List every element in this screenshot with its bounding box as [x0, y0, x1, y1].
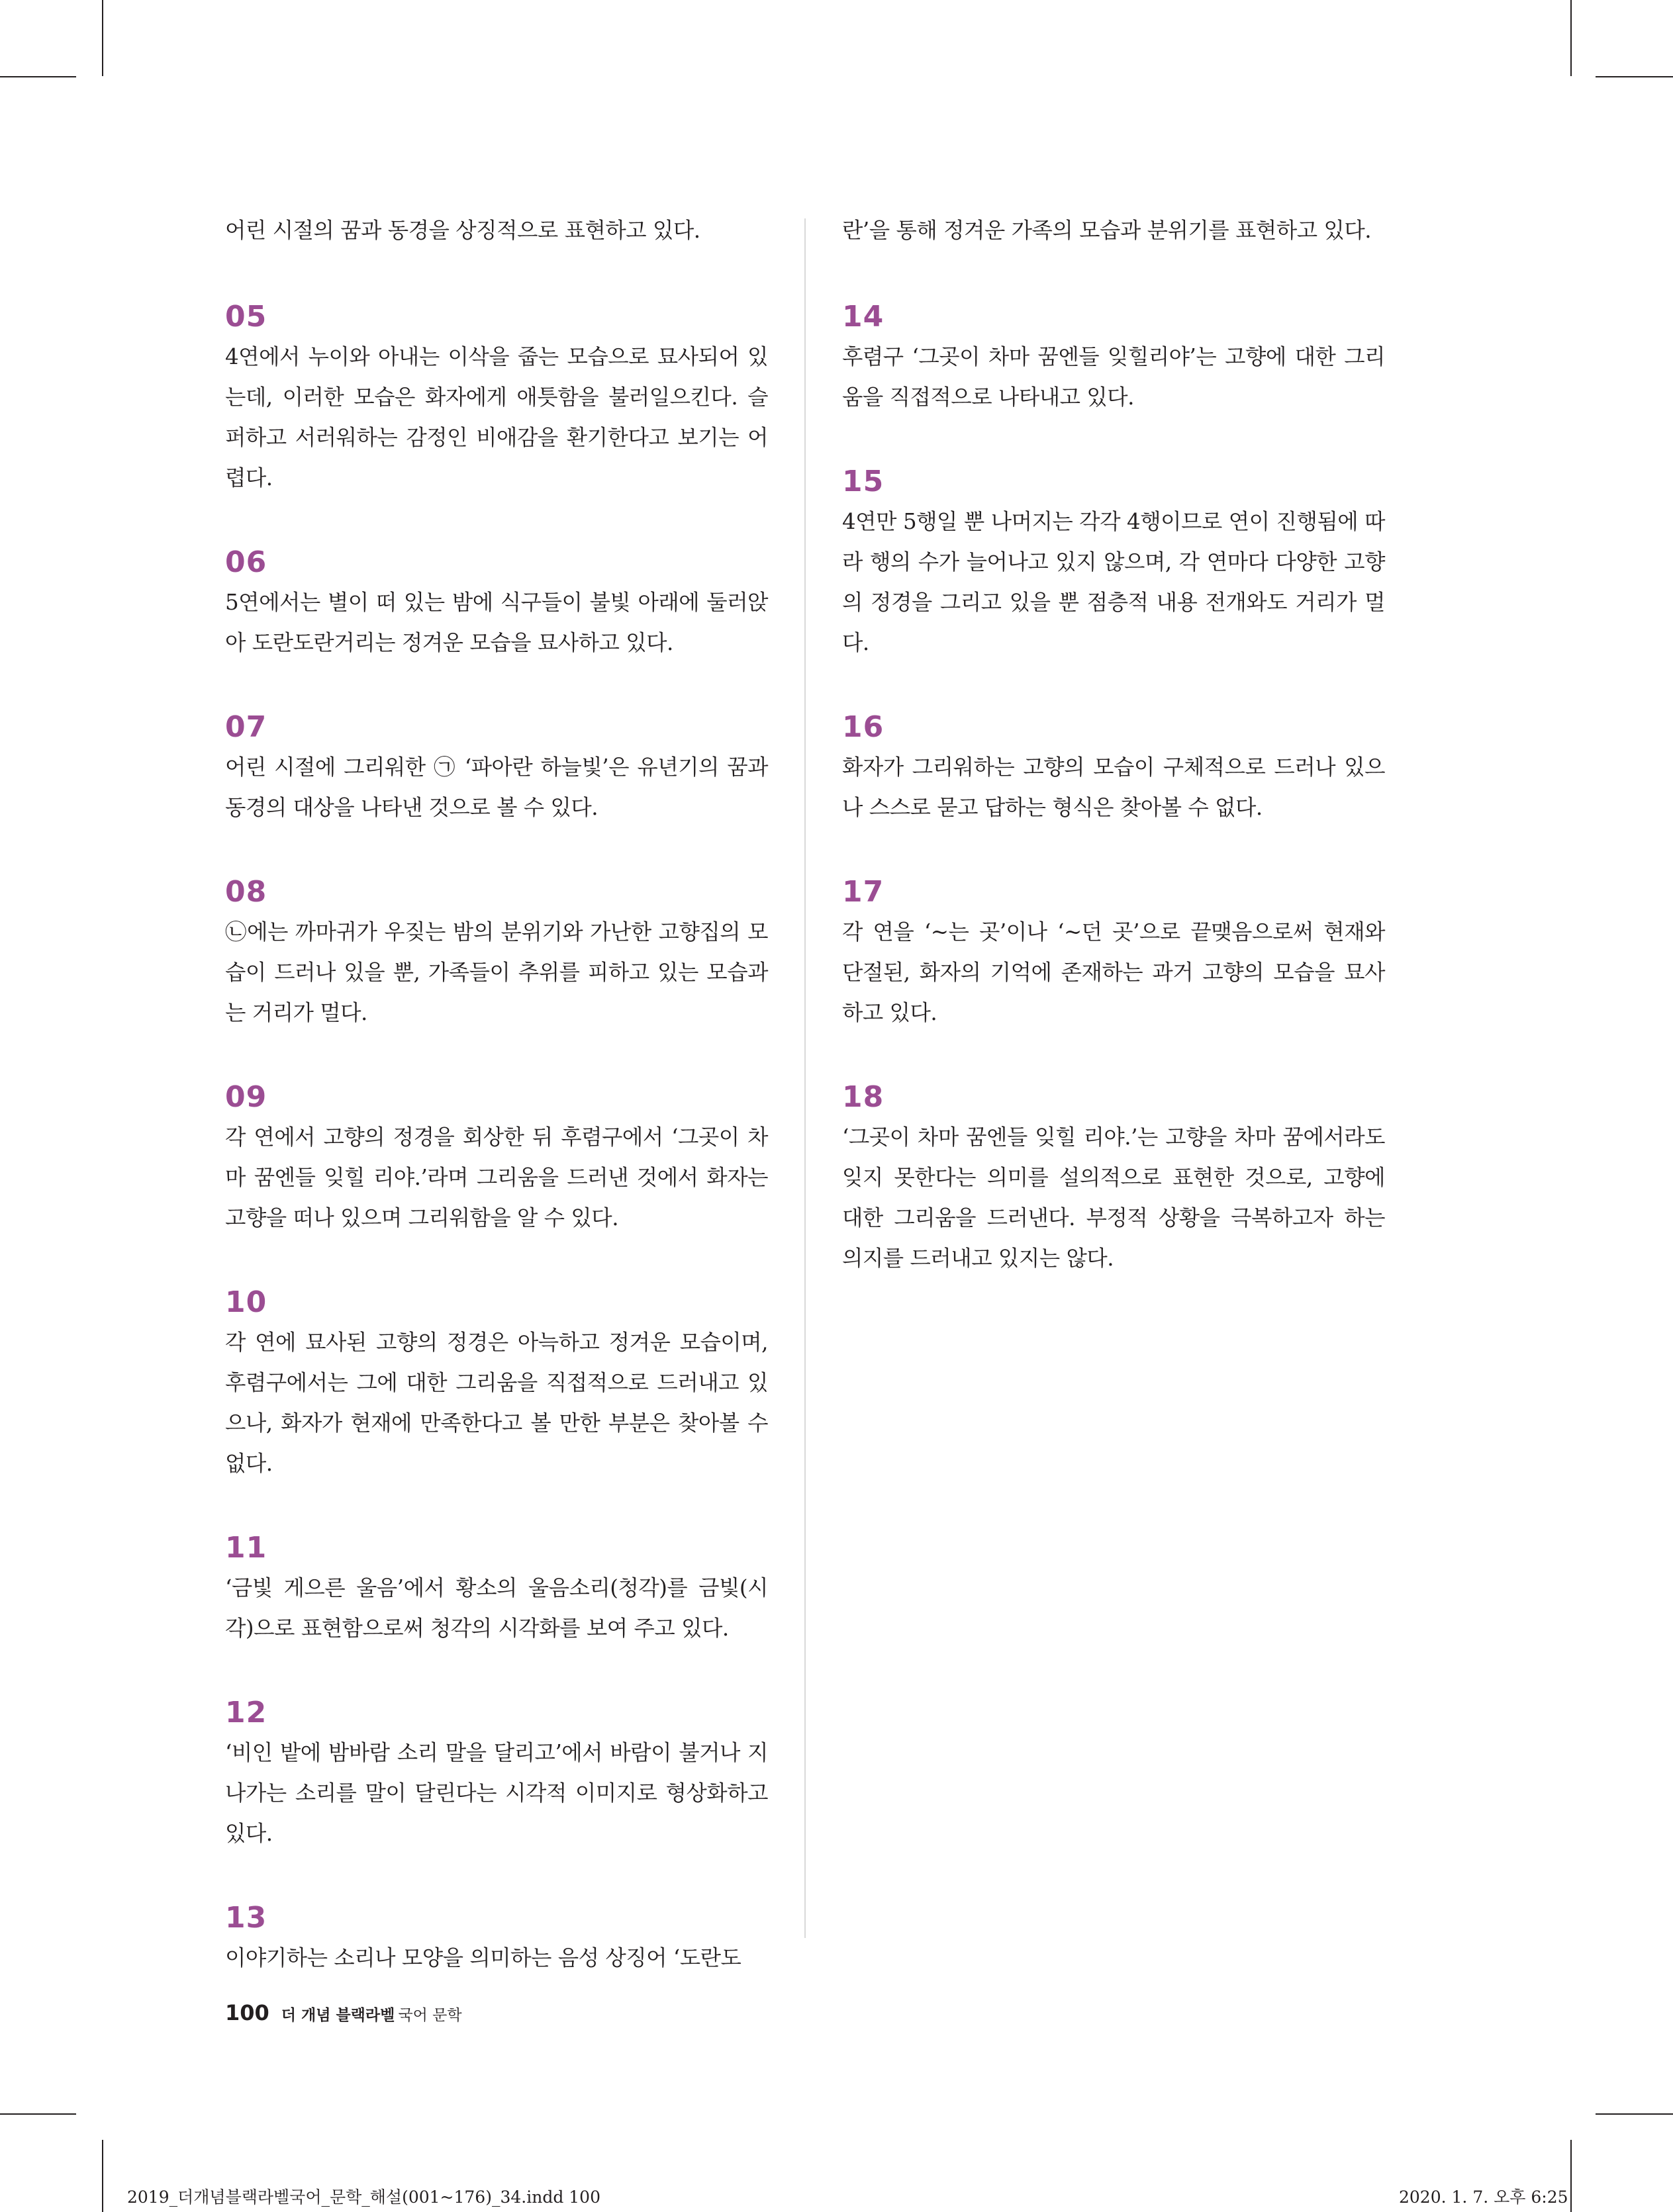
slug-date: 2020. 1. 7. 오후 6:25: [1399, 2188, 1568, 2207]
continuation-text: 어린 시절의 꿈과 동경을 상징적으로 표현하고 있다.: [225, 218, 700, 243]
answer-text: 어린 시절에 그리워한 ㉠ ‘파아란 하늘빛’은 유년기의 꿈과 동경의 대상을 나타낸 것으로 볼 수 있다.: [225, 755, 768, 820]
page-footer: [225, 2000, 462, 2025]
crop-mark: [102, 0, 103, 76]
answer-list: [842, 299, 1385, 1279]
page-number: 100: [225, 2000, 269, 2025]
left-column: [225, 210, 768, 1978]
answer-item: [225, 1284, 768, 1484]
answer-text: ‘그곳이 차마 꿈엔들 잊힐 리야.’는 고향을 차마 꿈에서라도 잊지 못한다는 의미를 설의적으로 표현한 것으로, 고향에 대한 그리움을 드러낸다. 부정적 상황을 극복하고자 하는 의지를 드러내고 있지는 않다.: [842, 1125, 1385, 1271]
answer-text: 후렴구 ‘그곳이 차마 꿈엔들 잊힐리야’는 고향에 대한 그리움을 직접적으로 나타내고 있다.: [842, 344, 1385, 410]
answer-text: ‘비인 밭에 밤바람 소리 말을 달리고’에서 바람이 불거나 지나가는 소리를 말이 달린다는 시각적 이미지로 형상화하고 있다.: [225, 1740, 768, 1846]
answer-text: 4연만 5행일 뿐 나머지는 각각 4행이므로 연이 진행됨에 따라 행의 수가 늘어나고 있지 않으며, 각 연마다 다양한 고향의 정경을 그리고 있을 뿐 점층적 내용 전개와도 거리가 멀다.: [842, 509, 1385, 655]
answer-item: [225, 1900, 768, 1978]
answer-list: [225, 299, 768, 1978]
answer-item: [225, 1530, 768, 1649]
answer-item: [842, 463, 1385, 663]
answer-number: 05: [225, 300, 267, 334]
answer-number: 10: [225, 1285, 267, 1319]
slug-file: 2019_더개념블랙라벨국어_문학_해설(001~176)_34.indd 100: [127, 2188, 600, 2207]
crop-mark: [1570, 0, 1572, 76]
answer-text: 5연에서는 별이 떠 있는 밤에 식구들이 불빛 아래에 둘러앉아 도란도란거리는 정겨운 모습을 묘사하고 있다.: [225, 590, 768, 655]
answer-number: 13: [225, 1901, 267, 1935]
answer-number: 11: [225, 1531, 267, 1565]
answer-number: 07: [225, 710, 267, 744]
answer-number: 15: [842, 465, 884, 498]
answer-item: [225, 1694, 768, 1854]
answer-item: [842, 874, 1385, 1033]
answer-item: [842, 1079, 1385, 1279]
answer-item: [225, 709, 768, 828]
crop-mark: [0, 2113, 76, 2115]
continuation-text: 란’을 통해 정겨운 가족의 모습과 분위기를 표현하고 있다.: [842, 218, 1372, 243]
book-title: 더 개념 블랙라벨: [281, 2007, 395, 2024]
answer-number: 17: [842, 875, 884, 909]
crop-mark: [102, 2140, 103, 2212]
answer-text: ㉡에는 까마귀가 우짖는 밤의 분위기와 가난한 고향집의 모습이 드러나 있을 뿐, 가족들이 추위를 피하고 있는 모습과는 거리가 멀다.: [225, 919, 768, 1025]
answer-text: ‘금빛 게으른 울음’에서 황소의 울음소리(청각)를 금빛(시각)으로 표현함으로써 청각의 시각화를 보여 주고 있다.: [225, 1575, 768, 1641]
answer-text: 각 연에서 고향의 정경을 회상한 뒤 후렴구에서 ‘그곳이 차마 꿈엔들 잊힐 리야.’라며 그리움을 드러낸 것에서 화자는 고향을 떠나 있으며 그리워함을 알 수 있다.: [225, 1125, 768, 1230]
crop-mark: [1596, 2113, 1673, 2115]
answer-text: 이야기하는 소리나 모양을 의미하는 음성 상징어 ‘도란도: [225, 1945, 741, 1970]
answer-item: [225, 874, 768, 1033]
crop-mark: [0, 76, 76, 77]
right-column: [842, 210, 1385, 1279]
answer-text: 4연에서 누이와 아내는 이삭을 줍는 모습으로 묘사되어 있는데, 이러한 모습은 화자에게 애틋함을 불러일으킨다. 슬퍼하고 서러워하는 감정인 비애감을 환기한다고 보기는 어렵다.: [225, 344, 768, 490]
answer-item: [225, 1079, 768, 1238]
answer-item: [225, 299, 768, 498]
answer-item: [225, 544, 768, 663]
answer-number: 08: [225, 875, 267, 909]
answer-number: 12: [225, 1696, 267, 1729]
answer-number: 09: [225, 1080, 267, 1114]
subject-label: 국어 문학: [398, 2007, 462, 2024]
column-divider: [804, 218, 806, 1938]
answer-text: 화자가 그리워하는 고향의 모습이 구체적으로 드러나 있으나 스스로 묻고 답하는 형식은 찾아볼 수 없다.: [842, 755, 1385, 820]
answer-number: 14: [842, 300, 884, 334]
answer-number: 18: [842, 1080, 884, 1114]
answer-number: 16: [842, 710, 884, 744]
answer-number: 06: [225, 545, 267, 579]
crop-mark: [1596, 76, 1673, 77]
answer-text: 각 연에 묘사된 고향의 정경은 아늑하고 정겨운 모습이며, 후렴구에서는 그에 대한 그리움을 직접적으로 드러내고 있으나, 화자가 현재에 만족한다고 볼 만한 부분은 찾아볼 수 없다.: [225, 1330, 768, 1476]
answer-text: 각 연을 ‘~는 곳’이나 ‘~던 곳’으로 끝맺음으로써 현재와 단절된, 화자의 기억에 존재하는 과거 고향의 모습을 묘사하고 있다.: [842, 919, 1385, 1025]
crop-mark: [1570, 2140, 1572, 2212]
answer-item: [842, 709, 1385, 828]
answer-item: [842, 299, 1385, 418]
